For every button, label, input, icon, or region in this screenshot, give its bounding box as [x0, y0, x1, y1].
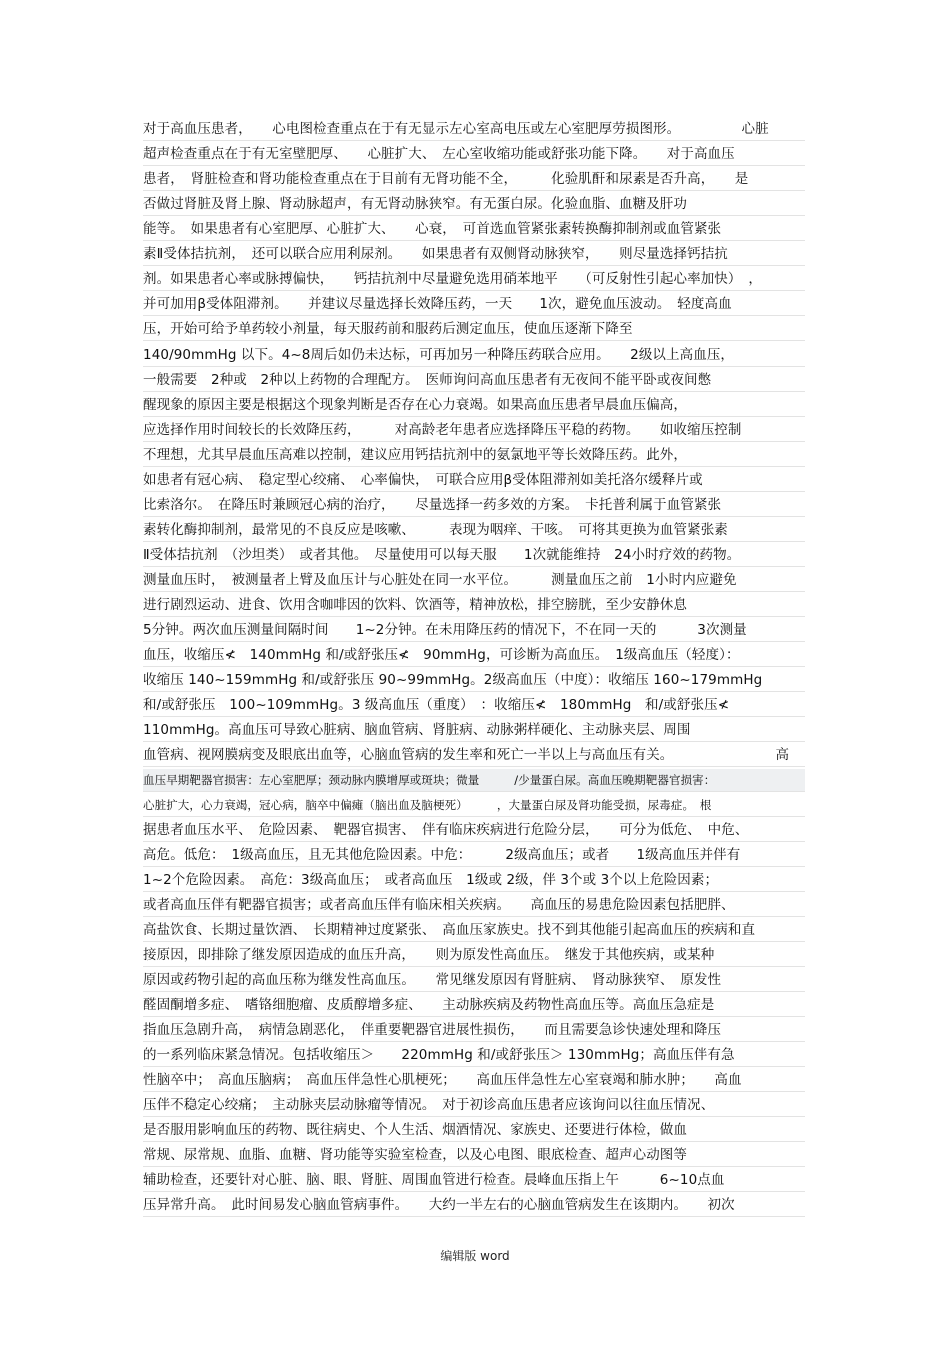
text-line: 醒现象的原因主要是根据这个现象判断是否存在心力衰竭。如果高血压患者早晨血压偏高， — [143, 394, 805, 417]
text-line: 进行剧烈运动、进食、饮用含咖啡因的饮料、饮酒等，精神放松，排空膀胱，至少安静休息 — [143, 594, 805, 617]
text-line: 性脑卒中； 高血压脑病； 高血压伴急性心肌梗死； 高血压伴急性左心室衰竭和肺水肿； 高血 — [143, 1069, 805, 1092]
page-footer: 编辑版 word — [440, 1249, 510, 1263]
text-line: 素Ⅱ受体拮抗剂， 还可以联合应用利尿剂。 如果患者有双侧肾动脉狭窄， 则尽量选择钙拮抗 — [143, 243, 805, 266]
text-line: 和/或舒张压 100~109mmHg。3 级高血压（重度） ：收缩压≮ 180mmHg 和/或舒张压≮ — [143, 694, 805, 717]
text-line: 高盐饮食、长期过量饮酒、 长期精神过度紧张、 高血压家族史。找不到其他能引起高血压的疾病和直 — [143, 919, 805, 942]
text-line: 否做过肾脏及肾上腺、肾动脉超声，有无肾动脉狭窄。有无蛋白尿。化验血脂、血糖及肝功 — [143, 193, 805, 216]
text-line: 收缩压 140~159mmHg 和/或舒张压 90~99mmHg。2级高血压（中度）：收缩压 160~179mmHg — [143, 669, 805, 692]
text-line: 辅助检查，还要针对心脏、脑、眼、肾脏、周围血管进行检查。晨峰血压指上午 6~10点血 — [143, 1169, 805, 1192]
text-line: 超声检查重点在于有无室壁肥厚、 心脏扩大、 左心室收缩功能或舒张功能下降。 对于高血压 — [143, 143, 805, 166]
text-line: 原因或药物引起的高血压称为继发性高血压。 常见继发原因有肾脏病、 肾动脉狭窄、 原发性 — [143, 969, 805, 992]
text-line: 压异常升高。 此时间易发心脑血管病事件。 大约一半左右的心脑血管病发生在该期内。 初次 — [143, 1194, 805, 1217]
text-line: 5分钟。两次血压测量间隔时间 1~2分钟。在未用降压药的情况下，不在同一天的 3次测量 — [143, 619, 805, 642]
text-line: 应选择作用时间较长的长效降压药， 对高龄老年患者应选择降压平稳的药物。 如收缩压控制 — [143, 419, 805, 442]
text-line: 据患者血压水平、 危险因素、 靶器官损害、 伴有临床疾病进行危险分层， 可分为低危、 中危、 — [143, 819, 805, 842]
text-line: 醛固酮增多症、 嗜铬细胞瘤、皮质醇增多症、 主动脉疾病及药物性高血压等。高血压急症是 — [143, 994, 805, 1017]
text-line: 患者， 肾脏检查和肾功能检查重点在于目前有无肾功能不全， 化验肌酐和尿素是否升高， 是 — [143, 168, 805, 191]
text-line: 是否服用影响血压的药物、既往病史、个人生活、烟酒情况、家族史、还要进行体检，做血 — [143, 1119, 805, 1142]
text-line: 高危。低危： 1级高血压，且无其他危险因素。中危： 2级高血压；或者 1级高血压并伴有 — [143, 844, 805, 867]
text-line: 指血压急剧升高， 病情急剧恶化， 伴重要靶器官进展性损伤， 而且需要急诊快速处理和降压 — [143, 1019, 805, 1042]
text-line: 对于高血压患者， 心电图检查重点在于有无显示左心室高电压或左心室肥厚劳损图形。 心脏 — [143, 118, 805, 141]
text-line: 一般需要 2种或 2种以上药物的合理配方。 医师询问高血压患者有无夜间不能平卧或夜间憋 — [143, 369, 805, 392]
text-line: 110mmHg。高血压可导致心脏病、脑血管病、肾脏病、动脉粥样硬化、主动脉夹层、周围 — [143, 719, 805, 742]
text-line: 能等。 如果患者有心室肥厚、心脏扩大、 心衰， 可首选血管紧张素转换酶抑制剂或血管紧张 — [143, 218, 805, 241]
text-line: 的一系列临床紧急情况。包括收缩压＞ 220mmHg 和/或舒张压＞ 130mmHg；高血压伴有急 — [143, 1044, 805, 1067]
text-line: 剂。如果患者心率或脉搏偏快， 钙拮抗剂中尽量避免选用硝苯地平 （可反射性引起心率加快） ， — [143, 268, 805, 291]
text-line: 接原因，即排除了继发原因造成的血压升高， 则为原发性高血压。 继发于其他疾病，或某种 — [143, 944, 805, 967]
text-line: 压伴不稳定心绞痛； 主动脉夹层动脉瘤等情况。 对于初诊高血压患者应该询问以往血压情况、 — [143, 1094, 805, 1117]
text-line: 素转化酶抑制剂，最常见的不良反应是咳嗽、 表现为咽痒、干咳。 可将其更换为血管紧张素 — [143, 519, 805, 542]
text-line: 或者高血压伴有靶器官损害；或者高血压伴有临床相关疾病。 高血压的易患危险因素包括肥胖、 — [143, 894, 805, 917]
text-line: Ⅱ受体拮抗剂 （沙坦类） 或者其他。 尽量使用可以每天服 1次就能维持 24小时疗效的药物。 — [143, 544, 805, 567]
text-line: 血管病、视网膜病变及眼底出血等，心脑血管病的发生率和死亡一半以上与高血压有关。 高 — [143, 744, 805, 767]
text-line: 不理想，尤其早晨血压高难以控制，建议应用钙拮抗剂中的氨氯地平等长效降压药。此外， — [143, 444, 805, 467]
text-line: 如患者有冠心病、 稳定型心绞痛、 心率偏快， 可联合应用β受体阻滞剂如美托洛尔缓释片或 — [143, 469, 805, 492]
text-line: 并可加用β受体阻滞剂。 并建议尽量选择长效降压药，一天 1次，避免血压波动。 轻度高血 — [143, 293, 805, 316]
text-line: 比索洛尔。 在降压时兼顾冠心病的治疗， 尽量选择一药多效的方案。 卡托普利属于血管紧张 — [143, 494, 805, 517]
text-line: 心脏扩大，心力衰竭，冠心病，脑卒中偏瘫（脑出血及脑梗死） ，大量蛋白尿及肾功能受损，尿毒症。 根 — [143, 794, 805, 817]
text-line: 测量血压时， 被测量者上臂及血压计与心脏处在同一水平位。 测量血压之前 1小时内应避免 — [143, 569, 805, 592]
text-line: 血压，收缩压≮ 140mmHg 和/或舒张压≮ 90mmHg，可诊断为高血压。 1级高血压（轻度）： — [143, 644, 805, 667]
text-line: 压，开始可给予单药较小剂量，每天服药前和服药后测定血压，使血压逐渐下降至 — [143, 318, 805, 341]
text-line: 常规、尿常规、血脂、血糖、肾功能等实验室检查，以及心电图、眼底检查、超声心动图等 — [143, 1144, 805, 1167]
text-line: 1~2个危险因素。 高危：3级高血压； 或者高血压 1级或 2级，伴 3个或 3个以上危险因素； — [143, 869, 805, 892]
text-line: 140/90mmHg 以下。4~8周后如仍未达标，可再加另一种降压药联合应用。 2级以上高血压， — [143, 344, 805, 367]
text-line-highlighted: 血压早期靶器官损害：左心室肥厚；颈动脉内膜增厚或斑块；微量 /少量蛋白尿。高血压晚期靶器官损害： — [143, 769, 805, 792]
